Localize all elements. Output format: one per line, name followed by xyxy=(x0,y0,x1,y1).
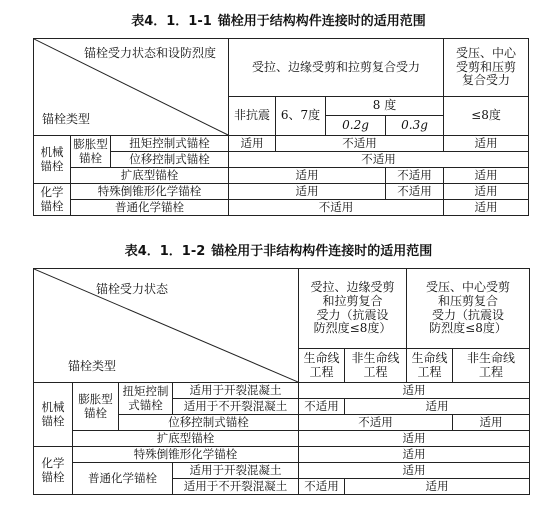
subgroup-expansion-anchor: 膨胀型 锚栓 xyxy=(73,383,119,431)
header-le-8-degree: ≤8度 xyxy=(444,97,529,136)
header-non-lifeline-project: 非生命线 工程 xyxy=(453,349,530,383)
group-mechanical-anchor: 机械 锚栓 xyxy=(34,383,73,447)
row-label-undercut-anchor: 扩底型锚栓 xyxy=(73,431,299,447)
cell-applicable: 适用 xyxy=(299,447,530,463)
row-label-special-chemical-anchor: 特殊倒锥形化学锚栓 xyxy=(73,447,299,463)
condition-uncracked-concrete: 适用于不开裂混凝土 xyxy=(173,399,299,415)
cell-not-applicable: 不适用 xyxy=(299,399,345,415)
table1-title-text: 锚栓用于结构构件连接时的适用范围 xyxy=(217,14,426,29)
cell-applicable: 适用 xyxy=(444,136,529,152)
cell-not-applicable: 不适用 xyxy=(276,136,444,152)
table2-corner-header xyxy=(34,269,299,383)
cell-applicable: 适用 xyxy=(444,168,529,184)
subgroup-expansion-anchor: 膨胀型 锚栓 xyxy=(71,136,111,168)
table1-title-number: 表4．1．1-1 xyxy=(131,14,212,29)
cell-not-applicable: 不适用 xyxy=(229,152,529,168)
header-non-lifeline-project: 非生命线 工程 xyxy=(345,349,407,383)
cell-applicable: 适用 xyxy=(453,415,530,431)
group-chemical-anchor: 化学 锚栓 xyxy=(34,184,71,216)
subgroup-torque-controlled: 扭矩控制 式锚栓 xyxy=(119,383,173,415)
subgroup-ordinary-chemical-anchor: 普通化学锚栓 xyxy=(73,463,173,495)
condition-uncracked-concrete: 适用于不开裂混凝土 xyxy=(173,479,299,495)
cell-applicable: 适用 xyxy=(345,479,530,495)
group-mechanical-anchor: 机械 锚栓 xyxy=(34,136,71,184)
header-0-2g: 0.2g xyxy=(326,116,386,136)
cell-applicable: 适用 xyxy=(444,200,529,216)
row-label-torque-controlled: 扭矩控制式锚栓 xyxy=(111,136,229,152)
corner-top-label: 锚栓受力状态和设防烈度 xyxy=(84,46,217,60)
corner-bottom-label: 锚栓类型 xyxy=(42,112,91,127)
table2-title-text: 锚栓用于非结构构件连接时的适用范围 xyxy=(211,244,433,259)
cell-applicable: 适用 xyxy=(299,463,530,479)
table1 xyxy=(33,38,529,216)
cell-not-applicable: 不适用 xyxy=(299,479,345,495)
condition-cracked-concrete: 适用于开裂混凝土 xyxy=(173,463,299,479)
corner-bottom-label: 锚栓类型 xyxy=(68,359,117,374)
row-label-undercut-anchor: 扩底型锚栓 xyxy=(71,168,229,184)
cell-applicable: 适用 xyxy=(229,168,386,184)
header-combined-force: 受拉、边缘受剪和拉剪复合受力 xyxy=(229,39,444,97)
cell-applicable: 适用 xyxy=(345,399,530,415)
header-6-7-degree: 6、7度 xyxy=(276,97,326,136)
header-non-seismic: 非抗震 xyxy=(229,97,276,136)
header-compression: 受压、中心 受剪和压剪 复合受力 xyxy=(444,39,529,97)
cell-applicable: 适用 xyxy=(229,136,276,152)
header-8-degree: 8 度 xyxy=(326,97,444,116)
header-0-3g: 0.3g xyxy=(386,116,444,136)
cell-not-applicable: 不适用 xyxy=(229,200,444,216)
table2-title-number: 表4．1．1-2 xyxy=(124,244,206,259)
row-label-special-chemical-anchor: 特殊倒锥形化学锚栓 xyxy=(71,184,229,200)
header-lifeline-project: 生命线 工程 xyxy=(299,349,345,383)
header-compression-shear: 受压、中心受剪 和压剪复合 受力（抗震设 防烈度≤8度） xyxy=(407,269,530,349)
cell-applicable: 适用 xyxy=(299,431,530,447)
condition-cracked-concrete: 适用于开裂混凝土 xyxy=(173,383,299,399)
group-chemical-anchor: 化学 锚栓 xyxy=(34,447,73,495)
row-label-ordinary-chemical-anchor: 普通化学锚栓 xyxy=(71,200,229,216)
table2-title xyxy=(0,240,557,259)
row-label-displacement-controlled: 位移控制式锚栓 xyxy=(111,152,229,168)
table1-title xyxy=(0,10,557,29)
cell-not-applicable: 不适用 xyxy=(386,184,444,200)
row-label-displacement-controlled: 位移控制式锚栓 xyxy=(119,415,299,431)
cell-not-applicable: 不适用 xyxy=(386,168,444,184)
header-tension-shear: 受拉、边缘受剪 和拉剪复合 受力（抗震设 防烈度≤8度） xyxy=(299,269,407,349)
header-lifeline-project: 生命线 工程 xyxy=(407,349,453,383)
corner-top-label: 锚栓受力状态 xyxy=(95,282,168,296)
table1-corner-header xyxy=(34,39,229,136)
cell-applicable: 适用 xyxy=(299,383,530,399)
table2 xyxy=(33,268,530,495)
cell-not-applicable: 不适用 xyxy=(299,415,453,431)
cell-applicable: 适用 xyxy=(229,184,386,200)
cell-applicable: 适用 xyxy=(444,184,529,200)
